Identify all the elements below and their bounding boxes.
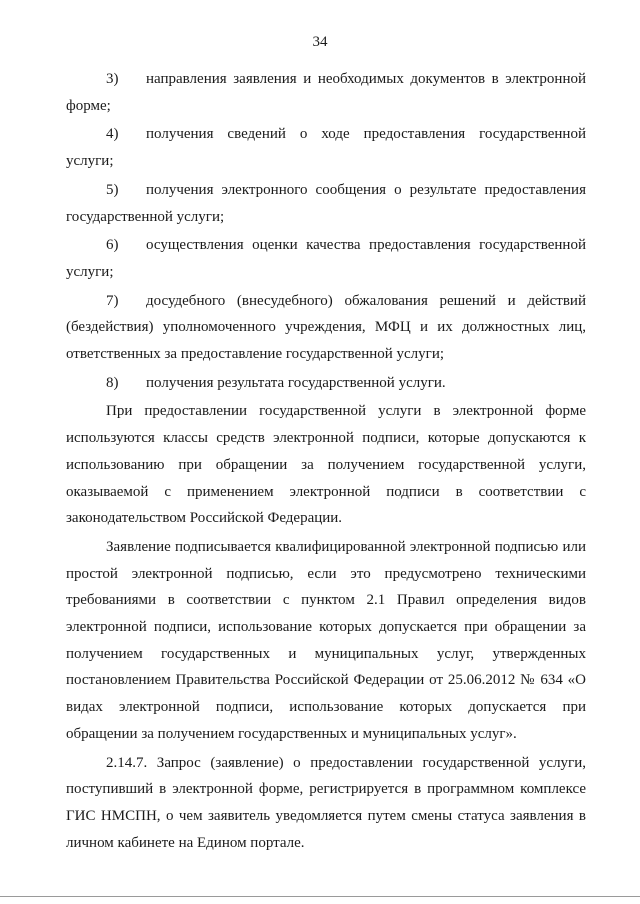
list-item — [66, 232, 586, 285]
list-item-number: 6) — [106, 237, 119, 254]
paragraph-signature-classes: При предоставлении государственной услуги в электронной форме используются классы средств электронной подписи, которые допускаются к использованию при обращении за получением государственной услуги, оказываемой с применением электронной подписи в соответствии с законодательством Российской Федерации. — [66, 403, 586, 527]
list-item-number: 8) — [106, 374, 119, 391]
list-item — [66, 288, 586, 368]
list-item-number: 7) — [106, 292, 119, 309]
list-item-text: получения результата государственной услуги. — [146, 374, 446, 391]
paragraph-signing-requirements: Заявление подписывается квалифицированной электронной подписью или простой электронной подписью, если это предусмотрено техническими требованиями в соответствии с пунктом 2.1 Правил определения видов электронной подписи, использование которых допускается при обращении за получением государственных и муниципальных услуг, утвержденных постановлением Правительства Российской Федерации от 25.06.2012 № 634 «О видах электронной подписи, использование которых допускается при обращении за получением государственных и муниципальных услуг». — [66, 538, 586, 742]
page-number: 34 — [312, 34, 328, 50]
list-item — [66, 370, 586, 397]
list-item-text: досудебного (внесудебного) обжалования решений и действий (бездействия) уполномоченного учреждения, МФЦ и их должностных лиц, ответственных за предоставление государственной услуги; — [66, 292, 586, 363]
list-item-number: 3) — [106, 71, 119, 87]
list-item — [66, 66, 586, 119]
list-item — [66, 121, 586, 174]
bottom-rule — [0, 896, 640, 897]
list-item-text: получения сведений о ходе предоставления государственной услуги; — [66, 126, 586, 170]
list-item-text: осуществления оценки качества предоставления государственной услуги; — [66, 237, 586, 280]
list-item-text: направления заявления и необходимых документов в электронной форме; — [66, 71, 586, 114]
list-item-number: 4) — [106, 126, 119, 143]
list-item — [66, 177, 586, 230]
document-body — [66, 66, 586, 856]
list-item-text: получения электронного сообщения о результате предоставления государственной услуги; — [66, 181, 586, 225]
list-item-number: 5) — [106, 181, 119, 198]
paragraph-request-registration: 2.14.7. Запрос (заявление) о предоставлении государственной услуги, поступивший в электронной форме, регистрируется в программном комплексе ГИС НМСПН, о чем заявитель уведомляется путем смены статуса заявления в личном кабинете на Едином портале. — [66, 754, 586, 851]
